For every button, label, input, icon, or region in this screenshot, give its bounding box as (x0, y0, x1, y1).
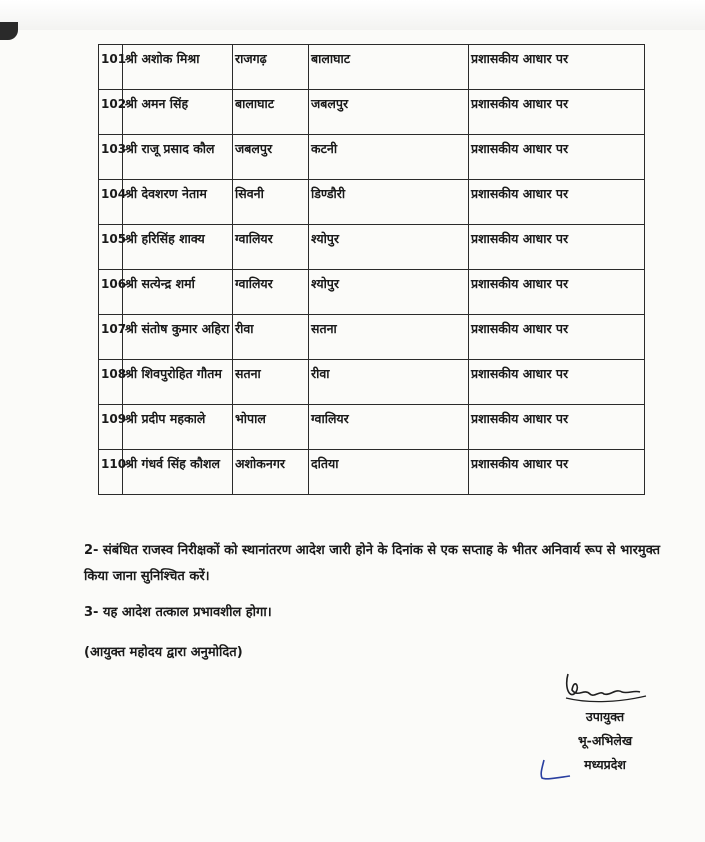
current-posting-cell: सतना (233, 360, 309, 405)
serial-number-cell: 109 (99, 405, 123, 450)
transfer-reason-cell: प्रशासकीय आधार पर (469, 405, 645, 450)
transfer-reason-cell: प्रशासकीय आधार पर (469, 180, 645, 225)
signatory-state: मध्यप्रदेश (584, 757, 626, 772)
new-posting-cell: ग्वालियर (309, 405, 469, 450)
signatory-department: भू-अभिलेख (577, 733, 633, 748)
signature-scribble-icon (560, 668, 650, 708)
table-row (99, 270, 645, 315)
serial-number-cell: 110 (99, 450, 123, 495)
current-posting-cell: रीवा (233, 315, 309, 360)
transfer-reason-cell: प्रशासकीय आधार पर (469, 270, 645, 315)
page-top-edge (0, 0, 705, 30)
current-posting-cell: सिवनी (233, 180, 309, 225)
transfer-reason-cell: प्रशासकीय आधार पर (469, 360, 645, 405)
employee-name-cell: श्री राजू प्रसाद कौल (123, 135, 233, 180)
new-posting-cell: दतिया (309, 450, 469, 495)
serial-number-cell: 105 (99, 225, 123, 270)
transfer-reason-cell: प्रशासकीय आधार पर (469, 225, 645, 270)
table-row (99, 450, 645, 495)
employee-name-cell: श्री शिवपुरोहित गौतम (123, 360, 233, 405)
new-posting-cell: श्योपुर (309, 270, 469, 315)
table-row (99, 360, 645, 405)
table-row (99, 405, 645, 450)
current-posting-cell: ग्वालियर (233, 270, 309, 315)
table-row (99, 225, 645, 270)
current-posting-cell: बालाघाट (233, 90, 309, 135)
employee-name-cell: श्री देवशरण नेताम (123, 180, 233, 225)
transfer-reason-cell: प्रशासकीय आधार पर (469, 315, 645, 360)
current-posting-cell: जबलपुर (233, 135, 309, 180)
new-posting-cell: जबलपुर (309, 90, 469, 135)
table-row (99, 90, 645, 135)
new-posting-cell: बालाघाट (309, 45, 469, 90)
current-posting-cell: ग्वालियर (233, 225, 309, 270)
new-posting-cell: रीवा (309, 360, 469, 405)
employee-name-cell: श्री प्रदीप महकाले (123, 405, 233, 450)
table-row (99, 180, 645, 225)
employee-name-cell: श्री हरिसिंह शाक्य (123, 225, 233, 270)
approval-note: (आयुक्त महोदय द्वारा अनुमोदित) (84, 645, 243, 660)
initial-mark-icon (536, 758, 576, 782)
signatory-designation: उपायुक्त (585, 709, 625, 724)
table-row (99, 135, 645, 180)
serial-number-cell: 106 (99, 270, 123, 315)
table-row (99, 45, 645, 90)
employee-name-cell: श्री सत्येन्द्र शर्मा (123, 270, 233, 315)
transfer-table (98, 44, 645, 495)
serial-number-cell: 108 (99, 360, 123, 405)
transfer-reason-cell: प्रशासकीय आधार पर (469, 90, 645, 135)
employee-name-cell: श्री संतोष कुमार अहिरा (123, 315, 233, 360)
instruction-paragraph-2: 2- संबंधित राजस्व निरीक्षकों को स्थानांतरण आदेश जारी होने के दिनांक से एक सप्ताह के भीतर अनिवार्य रूप से भारमुक्त किया जाना सुनिश्चित करें। (84, 543, 661, 584)
employee-name-cell: श्री गंधर्व सिंह कौशल (123, 450, 233, 495)
transfer-reason-cell: प्रशासकीय आधार पर (469, 45, 645, 90)
transfer-table-body (99, 45, 645, 495)
current-posting-cell: राजगढ़ (233, 45, 309, 90)
instruction-paragraph-3: 3- यह आदेश तत्काल प्रभावशील होगा। (84, 605, 272, 620)
new-posting-cell: सतना (309, 315, 469, 360)
serial-number-cell: 102 (99, 90, 123, 135)
new-posting-cell: डिण्डौरी (309, 180, 469, 225)
transfer-reason-cell: प्रशासकीय आधार पर (469, 135, 645, 180)
transfer-reason-cell: प्रशासकीय आधार पर (469, 450, 645, 495)
serial-number-cell: 107 (99, 315, 123, 360)
current-posting-cell: अशोकनगर (233, 450, 309, 495)
serial-number-cell: 103 (99, 135, 123, 180)
employee-name-cell: श्री अशोक मिश्रा (123, 45, 233, 90)
serial-number-cell: 101 (99, 45, 123, 90)
current-posting-cell: भोपाल (233, 405, 309, 450)
serial-number-cell: 104 (99, 180, 123, 225)
new-posting-cell: श्योपुर (309, 225, 469, 270)
new-posting-cell: कटनी (309, 135, 469, 180)
table-row (99, 315, 645, 360)
employee-name-cell: श्री अमन सिंह (123, 90, 233, 135)
